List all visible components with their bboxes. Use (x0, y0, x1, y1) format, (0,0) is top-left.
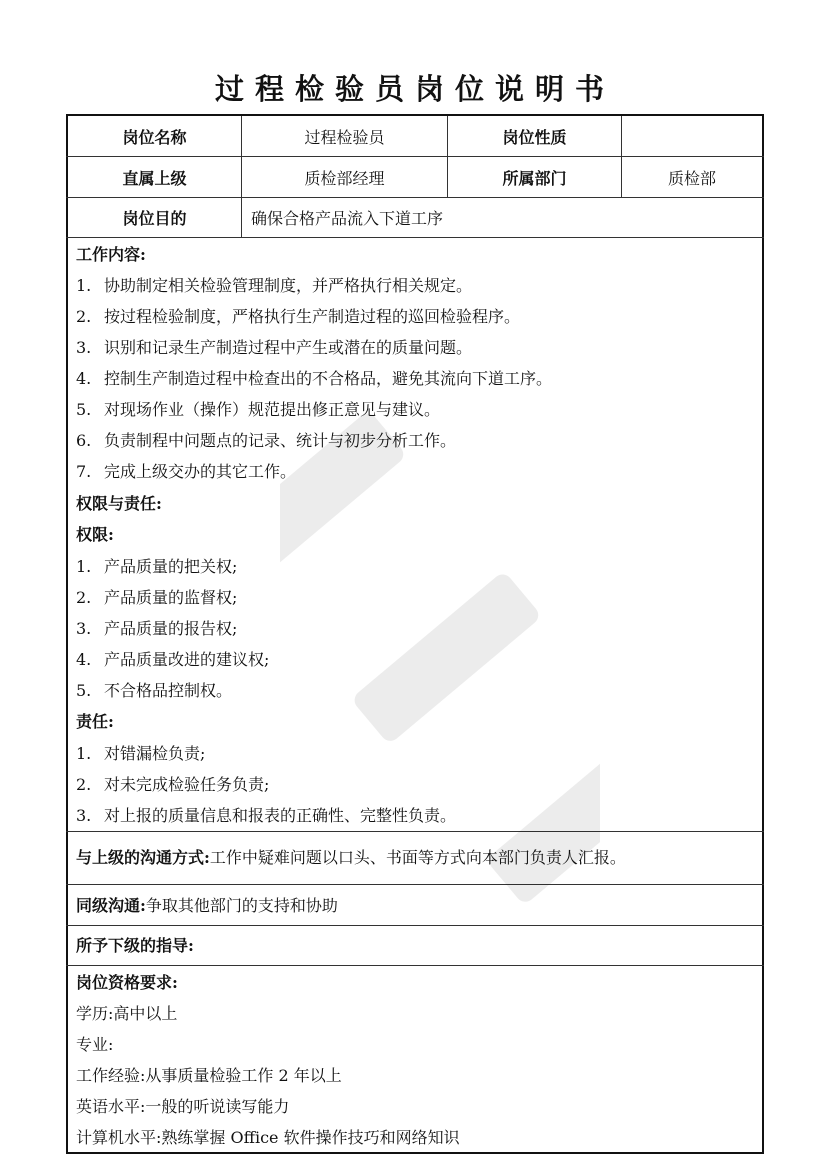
row-divider (66, 925, 764, 926)
list-item: 1. 对错漏检负责; (76, 744, 206, 763)
list-item: 7. 完成上级交办的其它工作。 (76, 462, 297, 481)
row-divider (66, 884, 764, 885)
purpose-label: 岗位目的 (122, 209, 187, 228)
authority-responsibility-heading: 权限与责任: (76, 494, 162, 513)
work-content-heading: 工作内容: (76, 245, 146, 264)
position-nature-value (622, 116, 762, 156)
list-item: 5. 不合格品控制权。 (76, 681, 233, 700)
list-item: 6. 负责制程中问题点的记录、统计与初步分析工作。 (76, 431, 457, 450)
list-item: 2. 对未完成检验任务负责; (76, 775, 270, 794)
page-title: 过程检验员岗位说明书 (214, 72, 615, 106)
row-divider (66, 237, 764, 238)
list-item: 2. 按过程检验制度，严格执行生产制造过程的巡回检验程序。 (76, 307, 521, 326)
major-row: 专业: (76, 1035, 114, 1054)
superior-communication-row: 与上级的沟通方式:工作中疑难问题以口头、书面等方式向本部门负责人汇报。 (76, 848, 626, 867)
computer-row: 计算机水平:熟练掌握 Office 软件操作技巧和网络知识 (76, 1128, 460, 1147)
direct-superior-value: 质检部经理 (304, 168, 385, 188)
position-nature-label: 岗位性质 (502, 127, 567, 147)
row-divider (66, 831, 764, 832)
education-row: 学历:高中以上 (76, 1004, 178, 1023)
authority-heading: 权限: (76, 525, 114, 544)
list-item: 5. 对现场作业（操作）规范提出修正意见与建议。 (76, 400, 441, 419)
position-name-value: 过程检验员 (304, 127, 385, 147)
row-divider (66, 965, 764, 966)
department-label: 所属部门 (502, 168, 567, 188)
list-item: 3. 对上报的质量信息和报表的正确性、完整性负责。 (76, 806, 457, 825)
peer-communication-row: 同级沟通:争取其他部门的支持和协助 (76, 896, 338, 915)
department-value: 质检部 (667, 168, 716, 188)
english-row: 英语水平:一般的听说读写能力 (76, 1097, 290, 1116)
list-item: 4. 控制生产制造过程中检查出的不合格品，避免其流向下道工序。 (76, 369, 553, 388)
subordinate-guidance-row: 所予下级的指导: (76, 936, 194, 955)
list-item: 1. 产品质量的把关权; (76, 557, 238, 576)
direct-superior-label: 直属上级 (122, 168, 187, 188)
list-item: 4. 产品质量改进的建议权; (76, 650, 270, 669)
responsibility-heading: 责任: (76, 712, 114, 731)
list-item: 2. 产品质量的监督权; (76, 588, 238, 607)
experience-row: 工作经验:从事质量检验工作 2 年以上 (76, 1066, 342, 1085)
qualifications-heading: 岗位资格要求: (76, 973, 178, 992)
position-name-label: 岗位名称 (122, 127, 187, 147)
list-item: 3. 识别和记录生产制造过程中产生或潜在的质量问题。 (76, 338, 473, 357)
purpose-value: 确保合格产品流入下道工序 (251, 209, 444, 228)
list-item: 1. 协助制定相关检验管理制度，并严格执行相关规定。 (76, 276, 473, 295)
list-item: 3. 产品质量的报告权; (76, 619, 238, 638)
